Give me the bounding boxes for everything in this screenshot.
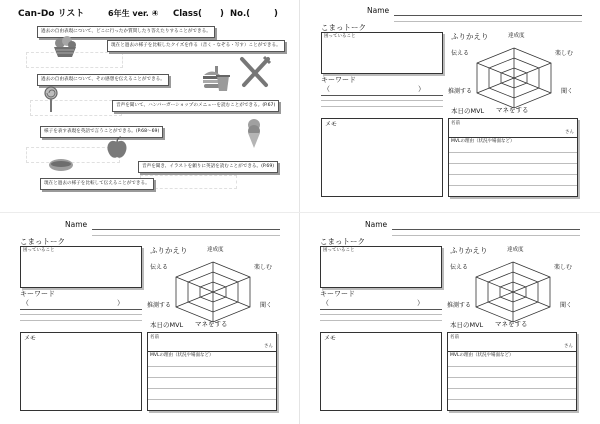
komatta-box-label: 困っていること xyxy=(23,248,55,253)
mvl-line xyxy=(148,366,276,367)
name-underline xyxy=(394,21,582,22)
radar-label-achievement: 達成度 xyxy=(508,33,525,39)
komatta-label: こまっトーク xyxy=(321,23,366,32)
name-label: Name xyxy=(65,220,88,229)
no-close: ) xyxy=(274,9,278,19)
mvl-name-label: 名前 xyxy=(451,121,460,126)
mvl-box[interactable] xyxy=(147,332,277,411)
mvl-line xyxy=(148,399,276,400)
radar-label-enjoy: 楽しむ xyxy=(254,264,273,271)
name-underline xyxy=(92,235,280,236)
radar-label-guess: 推測する xyxy=(147,302,172,309)
ghost-box xyxy=(140,175,237,189)
memo-label: メモ xyxy=(24,335,37,342)
radar-label-tell: 伝える xyxy=(451,50,470,57)
radar-label-guess: 推測する xyxy=(448,88,473,95)
drink-cup-icon xyxy=(216,74,230,92)
radar-label-listen: 聞く xyxy=(260,302,273,309)
grade-label: 6年生 ver. ④ xyxy=(108,9,159,18)
goal-4: 音声を聞いて、ハンバーガーショップのメニューを読むことができる。(P.67) xyxy=(112,100,279,112)
komatta-label: こまっトーク xyxy=(20,237,65,246)
mvl-line xyxy=(448,388,576,389)
mvl-line xyxy=(449,163,577,164)
class-close: ) xyxy=(220,9,224,19)
paren-close: ） xyxy=(117,299,124,307)
goal-7: 現在と過去の様子を比較して伝えることができる。 xyxy=(40,178,154,190)
keyword-line[interactable] xyxy=(320,309,442,310)
paren-open: （ xyxy=(22,299,29,307)
komatta-box[interactable] xyxy=(320,246,442,288)
paren-close: ） xyxy=(418,85,425,93)
mvl-line xyxy=(448,377,576,378)
radar-label-guess: 推測する xyxy=(447,302,472,309)
mvl-line xyxy=(449,174,577,175)
mvl-reason-label: MVLの理由（状況や場面など） xyxy=(450,353,514,358)
mvl-line xyxy=(449,152,577,153)
goal-3: 過去の自由表現について、その感想を伝えることができる。 xyxy=(37,74,169,86)
komatta-box-label: 困っていること xyxy=(323,248,355,253)
mvl-divider xyxy=(448,351,576,352)
mvl-divider xyxy=(148,351,276,352)
keyword-line[interactable] xyxy=(20,309,142,310)
mvl-line xyxy=(148,388,276,389)
radar-label-achievement: 達成度 xyxy=(507,247,524,253)
fork-knife-icon xyxy=(238,55,272,89)
komatta-box[interactable] xyxy=(321,32,443,74)
name-underline xyxy=(392,235,580,236)
keyword-underline xyxy=(321,106,443,107)
no-label: No.( xyxy=(230,9,251,19)
komatta-box[interactable] xyxy=(20,246,142,288)
radar-label-imitate: マネをする xyxy=(495,320,528,328)
name-label: Name xyxy=(365,220,388,229)
goal-2: 現在と過去の様子を比較したクイズを作る（音く・なぞる・写す）ことができる。 xyxy=(107,40,285,52)
reflection-label: ふりかえり xyxy=(450,246,488,255)
mvl-label: 本日のMVL xyxy=(451,107,485,115)
name-label: Name xyxy=(367,6,390,15)
can-do-title: Can-Do リスト xyxy=(18,9,85,19)
paren-open: （ xyxy=(323,85,330,93)
reflection-radar-chart[interactable] xyxy=(475,262,551,322)
apple-icon xyxy=(106,136,128,160)
paren-close: ） xyxy=(417,299,424,307)
ice-cream-icon xyxy=(246,118,262,148)
mvl-line xyxy=(448,399,576,400)
keyword-label: キーワード xyxy=(321,76,356,84)
mvl-label: 本日のMVL xyxy=(150,321,184,329)
mvl-san: さん xyxy=(564,344,573,349)
reflection-radar-chart[interactable] xyxy=(476,48,552,108)
radar-label-tell: 伝える xyxy=(150,264,169,271)
goal-5: 様子を表す表現を英語で言うことができる。(P.68～69) xyxy=(40,126,163,138)
radar-label-tell: 伝える xyxy=(450,264,469,271)
memo-box[interactable] xyxy=(320,332,442,411)
mvl-san: さん xyxy=(565,130,574,135)
name-line[interactable] xyxy=(392,229,580,230)
mvl-san: さん xyxy=(264,344,273,349)
goal-1: 過去の自由表現について、どこに行ったか質問したり答えたりすることができる。 xyxy=(37,26,215,38)
mvl-box[interactable] xyxy=(448,118,578,197)
radar-label-listen: 聞く xyxy=(561,88,574,95)
radar-label-enjoy: 楽しむ xyxy=(554,264,573,271)
keyword-label: キーワード xyxy=(320,290,355,298)
fruit-basket-icon xyxy=(52,34,78,58)
radar-label-imitate: マネをする xyxy=(195,320,228,328)
mvl-box[interactable] xyxy=(447,332,577,411)
mvl-line xyxy=(448,366,576,367)
mvl-line xyxy=(449,185,577,186)
reflection-label: ふりかえり xyxy=(150,246,188,255)
reflection-radar-chart[interactable] xyxy=(175,262,251,322)
memo-box[interactable] xyxy=(20,332,142,411)
komatta-label: こまっトーク xyxy=(320,237,365,246)
class-label: Class( xyxy=(173,9,202,19)
keyword-underline xyxy=(320,320,442,321)
keyword-underline xyxy=(20,320,142,321)
mvl-line xyxy=(148,377,276,378)
mvl-reason-label: MVLの理由（状況や場面など） xyxy=(150,353,214,358)
paren-open: （ xyxy=(322,299,329,307)
memo-label: メモ xyxy=(324,335,337,342)
radar-label-imitate: マネをする xyxy=(496,106,529,114)
memo-label: メモ xyxy=(325,121,338,128)
reflection-label: ふりかえり xyxy=(451,32,489,41)
keyword-underline xyxy=(321,100,443,101)
goal-6: 音声を聞き、イラストを頼りに英語を読むことができる。(P.69) xyxy=(138,161,278,173)
sushi-icon xyxy=(48,158,74,172)
keyword-underline xyxy=(20,314,142,315)
lollipop-icon xyxy=(44,86,58,112)
mvl-name-label: 名前 xyxy=(450,335,459,340)
radar-label-enjoy: 楽しむ xyxy=(555,50,574,57)
mvl-name-label: 名前 xyxy=(150,335,159,340)
komatta-box-label: 困っていること xyxy=(324,34,356,39)
memo-box[interactable] xyxy=(321,118,443,197)
mvl-label: 本日のMVL xyxy=(450,321,484,329)
name-line[interactable] xyxy=(394,15,582,16)
mvl-divider xyxy=(449,137,577,138)
name-line[interactable] xyxy=(92,229,280,230)
keyword-label: キーワード xyxy=(20,290,55,298)
mvl-reason-label: MVLの理由（状況や場面など） xyxy=(451,139,515,144)
radar-label-achievement: 達成度 xyxy=(207,247,224,253)
keyword-line[interactable] xyxy=(321,95,443,96)
radar-label-listen: 聞く xyxy=(560,302,573,309)
horizontal-fold-line xyxy=(0,212,600,213)
keyword-underline xyxy=(320,314,442,315)
